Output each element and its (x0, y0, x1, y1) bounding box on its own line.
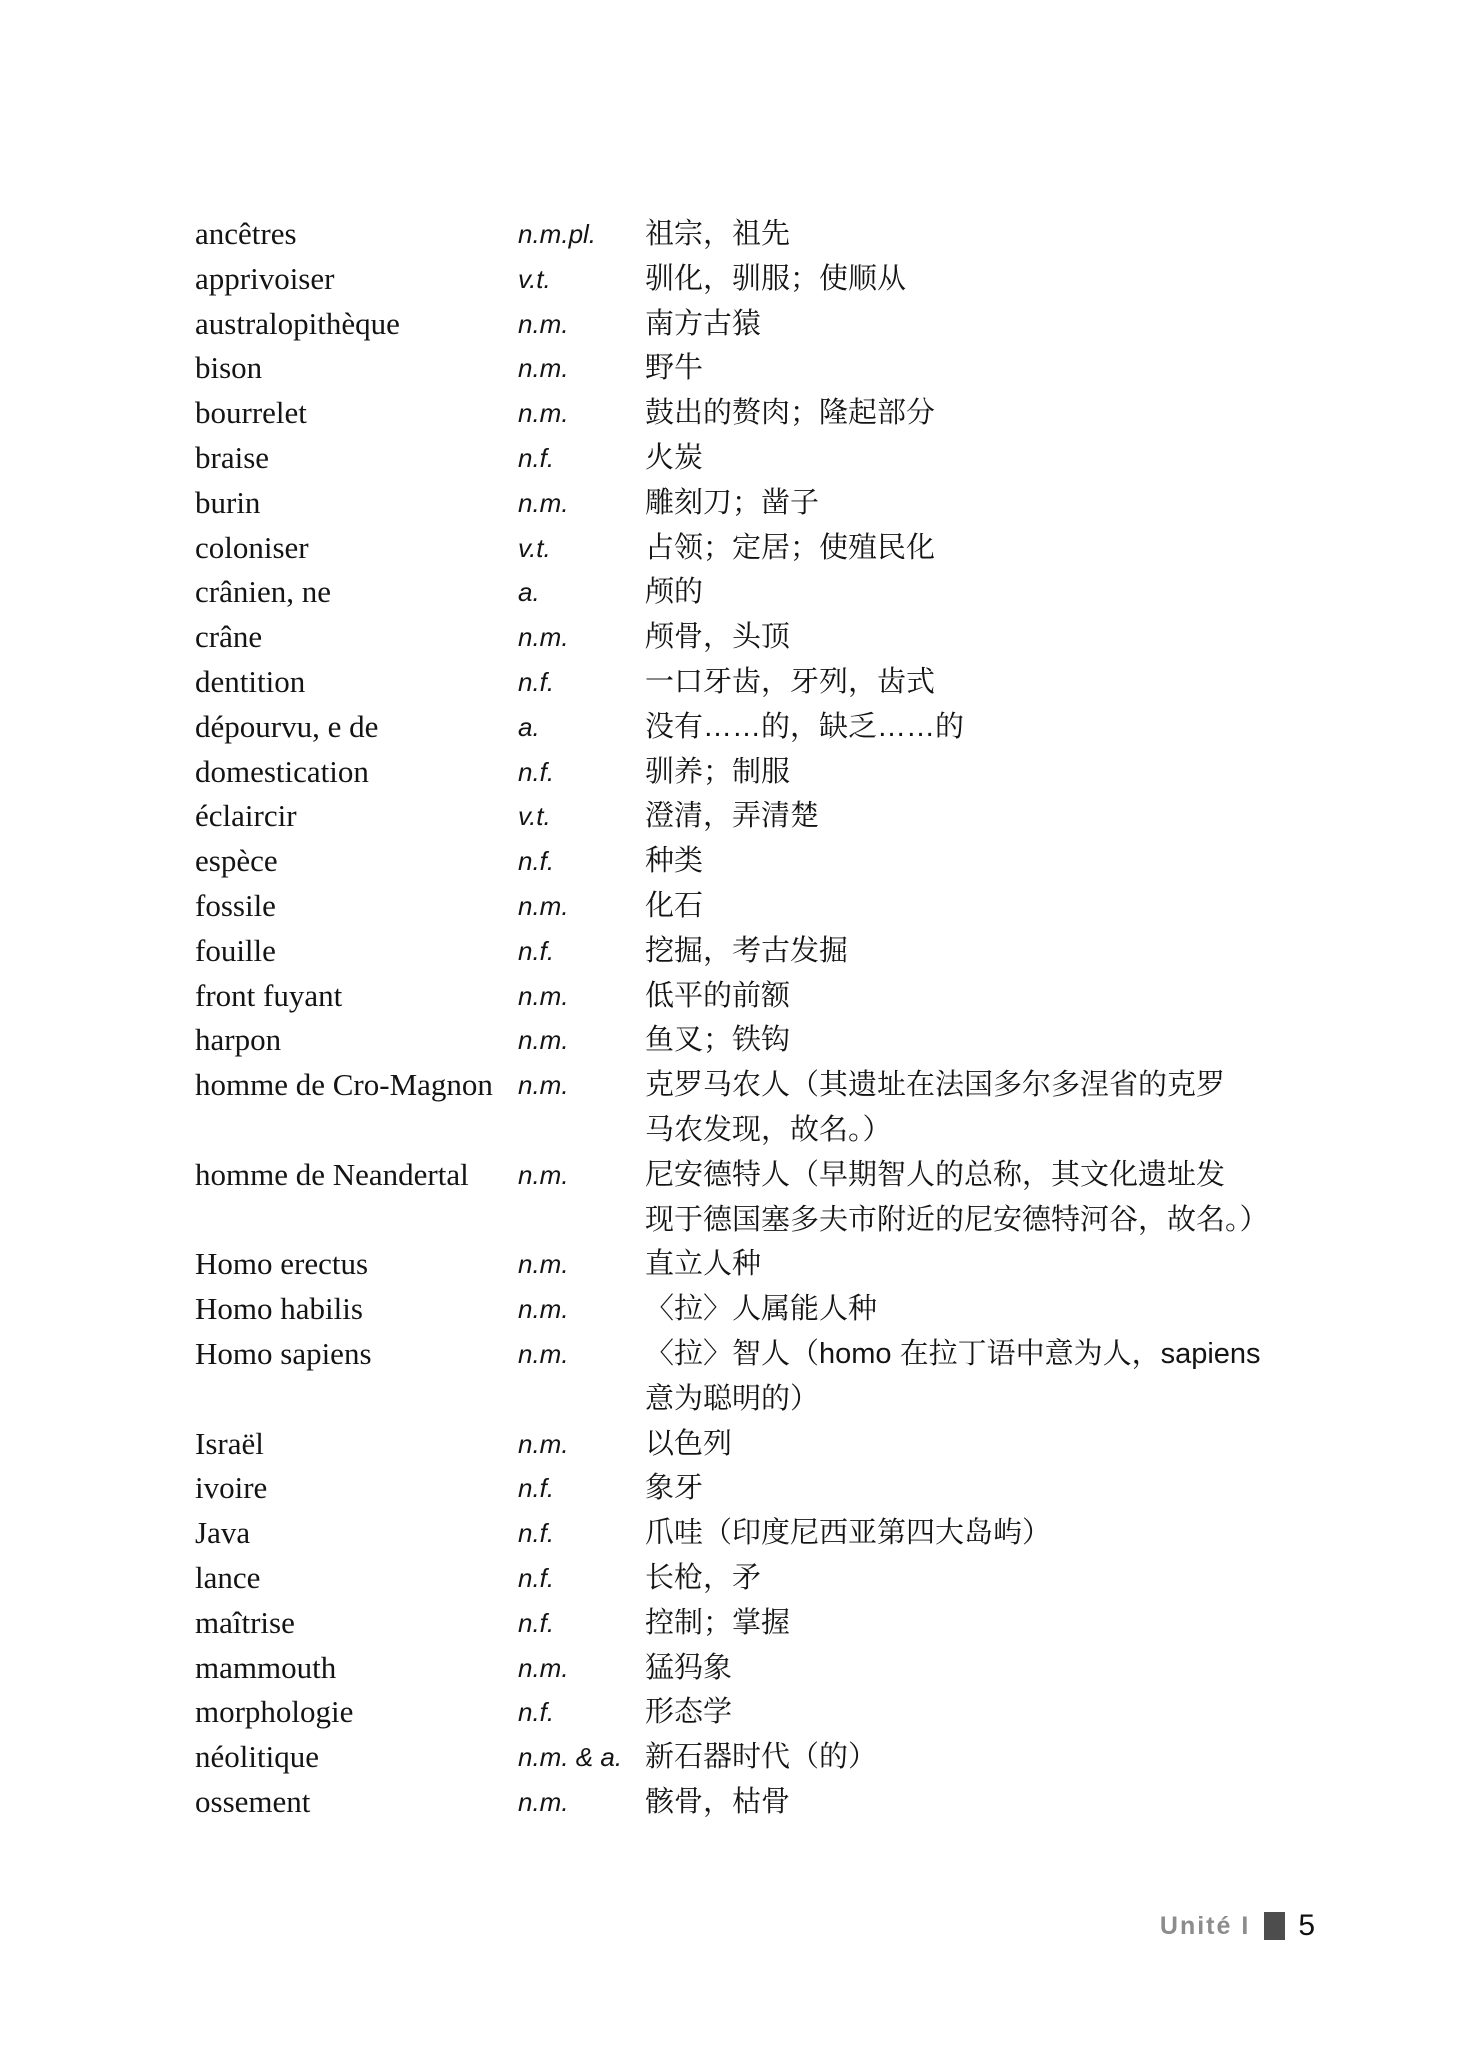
part-of-speech: n.f. (518, 1607, 555, 1638)
french-word: Homo sapiens (195, 1335, 372, 1371)
part-of-speech: n.m. (518, 353, 569, 384)
page-number: 5 (1298, 1909, 1315, 1942)
vocab-row (195, 212, 1367, 257)
chinese-definition (645, 1332, 1367, 1422)
chinese-definition (645, 750, 1367, 795)
vocab-row (195, 794, 1367, 839)
part-of-speech: n.f. (518, 1562, 555, 1593)
part-of-speech: n.m. (518, 890, 569, 921)
part-of-speech: n.m. (518, 1070, 569, 1101)
definition-line: 雕刻刀；凿子 (645, 486, 820, 519)
unit-label: Unité I (1159, 1911, 1251, 1940)
definition-line: 意为聪明的） (645, 1382, 820, 1415)
french-word: bourrelet (195, 395, 307, 431)
french-word: morphologie (195, 1694, 354, 1730)
vocab-row (195, 929, 1367, 974)
part-of-speech: n.f. (518, 666, 555, 697)
french-word: crânien, ne (195, 574, 331, 610)
chinese-definition (645, 302, 1367, 347)
vocab-row (195, 1780, 1367, 1825)
vocab-row (195, 1153, 1367, 1243)
part-of-speech: n.m. (518, 308, 569, 339)
definition-line: 爪哇（印度尼西亚第四大岛屿） (645, 1517, 1052, 1550)
vocab-row (195, 257, 1367, 302)
vocab-row (195, 1735, 1367, 1780)
french-word: dentition (195, 663, 306, 699)
vocab-row (195, 1511, 1367, 1556)
definition-line: 驯养；制服 (645, 755, 791, 788)
chinese-definition (645, 929, 1367, 974)
part-of-speech: n.m. (518, 622, 569, 653)
vocab-row (195, 615, 1367, 660)
chinese-definition (645, 660, 1367, 705)
french-word: domestication (195, 753, 369, 789)
part-of-speech: v.t. (518, 263, 551, 294)
french-word: burin (195, 484, 261, 520)
definition-line: 猛犸象 (645, 1651, 733, 1684)
vocab-row (195, 570, 1367, 615)
vocab-list (195, 212, 1367, 1825)
chinese-definition (645, 526, 1367, 571)
vocab-row (195, 1063, 1367, 1153)
chinese-definition (645, 1511, 1367, 1556)
vocab-row (195, 436, 1367, 481)
chinese-definition (645, 1646, 1367, 1691)
french-word: fossile (195, 887, 276, 923)
definition-line: 现于德国塞多夫市附近的尼安德特河谷，故名。） (645, 1203, 1269, 1236)
definition-line: 南方古猿 (645, 307, 762, 340)
part-of-speech: v.t. (518, 801, 551, 832)
french-word: néolitique (195, 1739, 319, 1775)
definition-line: 克罗马农人（其遗址在法国多尔多涅省的克罗 (645, 1069, 1226, 1102)
part-of-speech: n.m. (518, 1294, 569, 1325)
french-word: homme de Neandertal (195, 1156, 469, 1192)
vocab-row (195, 302, 1367, 347)
vocab-row (195, 750, 1367, 795)
chinese-definition (645, 615, 1367, 660)
vocab-row (195, 974, 1367, 1019)
french-word: crâne (195, 619, 263, 655)
vocab-row (195, 526, 1367, 571)
definition-line: 挖掘，考古发掘 (645, 934, 849, 967)
chinese-definition (645, 974, 1367, 1019)
definition-line: 祖宗，祖先 (645, 218, 791, 250)
chinese-definition (645, 839, 1367, 884)
vocab-row (195, 1018, 1367, 1063)
part-of-speech: n.f. (518, 1697, 555, 1728)
chinese-definition (645, 1466, 1367, 1511)
chinese-definition (645, 481, 1367, 526)
part-of-speech: n.m. (518, 1249, 569, 1280)
french-word: espèce (195, 843, 278, 879)
definition-line: 颅骨，头顶 (645, 621, 791, 654)
definition-line: 新石器时代（的） (645, 1741, 878, 1774)
definition-line: 直立人种 (645, 1248, 762, 1281)
french-word: lance (195, 1559, 261, 1595)
part-of-speech: n.m. (518, 1338, 569, 1369)
part-of-speech: n.m. (518, 1159, 569, 1190)
french-word: front fuyant (195, 977, 343, 1013)
definition-line: 尼安德特人（早期智人的总称，其文化遗址发 (645, 1158, 1226, 1191)
french-word: ivoire (195, 1470, 268, 1506)
definition-line: 野牛 (645, 352, 704, 385)
definition-line: 鱼叉；铁钩 (645, 1024, 791, 1057)
part-of-speech: n.m. (518, 1786, 569, 1817)
french-word: Homo habilis (195, 1291, 363, 1327)
french-word: mammouth (195, 1649, 337, 1685)
vocab-row (195, 1556, 1367, 1601)
chinese-definition (645, 570, 1367, 615)
chinese-definition (645, 1690, 1367, 1735)
french-word: braise (195, 439, 270, 475)
chinese-definition (645, 1242, 1367, 1287)
part-of-speech: n.m. (518, 1025, 569, 1056)
french-word: homme de Cro-Magnon (195, 1067, 493, 1103)
vocab-row (195, 660, 1367, 705)
definition-line: 控制；掌握 (645, 1606, 791, 1639)
chinese-definition (645, 705, 1367, 750)
definition-line: 〈拉〉智人（homo 在拉丁语中意为人，sapiens (645, 1337, 1261, 1370)
french-word: maîtrise (195, 1604, 295, 1640)
definition-line: 火炭 (645, 441, 704, 474)
part-of-speech: n.m.pl. (518, 219, 597, 249)
chinese-definition (645, 794, 1367, 839)
french-word: harpon (195, 1022, 282, 1058)
definition-line: 鼓出的赘肉；隆起部分 (645, 397, 936, 430)
chinese-definition (645, 1153, 1367, 1243)
french-word: Israël (195, 1425, 264, 1461)
chinese-definition (645, 1780, 1367, 1825)
definition-line: 化石 (645, 889, 704, 922)
vocab-row (195, 1690, 1367, 1735)
french-word: fouille (195, 932, 276, 968)
vocab-row (195, 1332, 1367, 1422)
vocab-row (195, 705, 1367, 750)
part-of-speech: n.m. & a. (518, 1742, 623, 1773)
french-word: ossement (195, 1783, 311, 1819)
part-of-speech: v.t. (518, 532, 551, 563)
vocab-row (195, 884, 1367, 929)
part-of-speech: n.f. (518, 756, 555, 787)
chinese-definition (645, 436, 1367, 481)
chinese-definition (645, 212, 1367, 257)
vocab-row (195, 1646, 1367, 1691)
vocab-row (195, 1422, 1367, 1467)
vocab-row (195, 1242, 1367, 1287)
chinese-definition (645, 1018, 1367, 1063)
chinese-definition (645, 391, 1367, 436)
page-footer (1160, 1909, 1315, 1943)
definition-line: 颅的 (645, 576, 704, 609)
part-of-speech: n.m. (518, 398, 569, 429)
footer-decoration-block (1264, 1912, 1285, 1940)
definition-line: 马农发现，故名。） (645, 1113, 892, 1146)
french-word: Homo erectus (195, 1246, 369, 1282)
french-word: Java (195, 1515, 251, 1551)
chinese-definition (645, 1556, 1367, 1601)
chinese-definition (645, 1063, 1367, 1153)
definition-line: 长枪，矛 (645, 1561, 762, 1594)
french-word: bison (195, 350, 263, 386)
definition-line: 没有……的，缺乏……的 (645, 710, 965, 743)
french-word: ancêtres (195, 216, 297, 251)
chinese-definition (645, 346, 1367, 391)
part-of-speech: n.m. (518, 1428, 569, 1459)
definition-line: 种类 (645, 845, 704, 878)
definition-line: 形态学 (645, 1696, 733, 1729)
chinese-definition (645, 1422, 1367, 1467)
definition-line: 占领；定居；使殖民化 (645, 531, 936, 564)
chinese-definition (645, 1287, 1367, 1332)
part-of-speech: n.f. (518, 442, 555, 473)
part-of-speech: n.f. (518, 1473, 555, 1504)
french-word: coloniser (195, 529, 309, 565)
definition-line: 低平的前额 (645, 979, 791, 1012)
part-of-speech: n.f. (518, 1518, 555, 1549)
chinese-definition (645, 884, 1367, 929)
vocab-row (195, 481, 1367, 526)
chinese-definition (645, 257, 1367, 302)
part-of-speech: n.m. (518, 980, 569, 1011)
definition-line: 一口牙齿，牙列，齿式 (645, 665, 936, 698)
part-of-speech: n.m. (518, 1652, 569, 1683)
definition-line: 〈拉〉人属能人种 (645, 1293, 878, 1326)
definition-line: 驯化，驯服；使顺从 (645, 262, 907, 295)
part-of-speech: n.f. (518, 935, 555, 966)
chinese-definition (645, 1601, 1367, 1646)
french-word: apprivoiser (195, 260, 335, 296)
part-of-speech: a. (518, 577, 540, 608)
french-word: éclaircir (195, 798, 297, 834)
french-word: dépourvu, e de (195, 708, 379, 744)
vocab-row (195, 391, 1367, 436)
part-of-speech: a. (518, 711, 540, 742)
vocab-row (195, 1287, 1367, 1332)
french-word: australopithèque (195, 305, 400, 341)
part-of-speech: n.f. (518, 846, 555, 877)
vocab-row (195, 346, 1367, 391)
vocab-row (195, 1466, 1367, 1511)
vocab-row (195, 839, 1367, 884)
definition-line: 以色列 (645, 1427, 733, 1460)
chinese-definition (645, 1735, 1367, 1780)
definition-line: 澄清，弄清楚 (645, 800, 820, 833)
part-of-speech: n.m. (518, 487, 569, 518)
definition-line: 象牙 (645, 1472, 704, 1505)
vocab-row (195, 1601, 1367, 1646)
definition-line: 骸骨，枯骨 (645, 1785, 791, 1818)
